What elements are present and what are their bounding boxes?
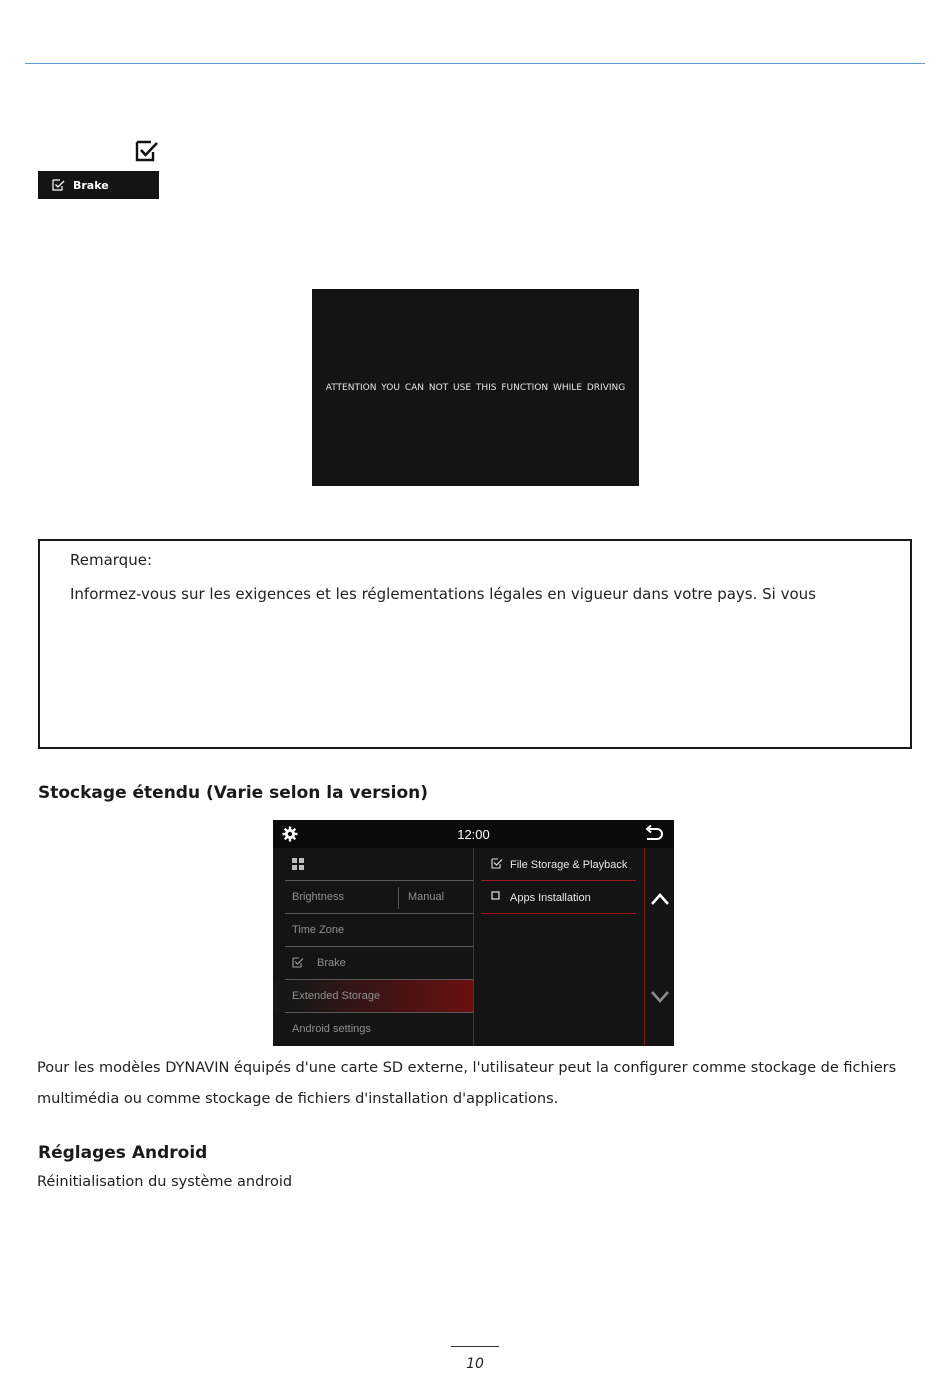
menu-item-label: Time Zone <box>292 924 345 936</box>
menu-item-general[interactable] <box>273 848 473 881</box>
android-description: Réinitialisation du système android <box>37 1174 293 1190</box>
warning-text: ATTENTION YOU CAN NOT USE THIS FUNCTION WHILE DRIVING <box>325 382 626 393</box>
option-apps-installation[interactable] <box>481 881 636 914</box>
brightness-value: Manual <box>408 891 445 903</box>
option-file-storage[interactable] <box>481 848 636 881</box>
brake-setting-badge <box>38 171 159 199</box>
header-rule <box>25 63 925 64</box>
checkbox-checked-icon <box>52 179 65 191</box>
menu-item-brightness[interactable] <box>273 881 473 914</box>
chevron-down-icon[interactable] <box>650 990 670 1009</box>
head-unit-settings-screen <box>273 820 674 1046</box>
note-text: Informez-vous sur les exigences et les réglementations légales en vigueur dans votre pays. Si vous <box>70 585 816 603</box>
chevron-up-icon[interactable] <box>650 892 670 911</box>
menu-item-extended-storage[interactable] <box>273 980 473 1013</box>
menu-item-label: Brightness <box>292 891 344 903</box>
brake-label: Brake <box>73 178 109 192</box>
status-bar <box>273 820 674 848</box>
footer-rule <box>451 1346 499 1347</box>
menu-item-label: Brake <box>317 957 346 969</box>
checkbox-checked-icon <box>134 139 160 163</box>
menu-item-android-settings[interactable] <box>273 1013 473 1046</box>
section-heading-extended-storage: Stockage étendu (Varie selon la version) <box>38 783 429 803</box>
page-number: 10 <box>466 1356 484 1372</box>
checkbox-checked-icon <box>292 957 305 971</box>
clock: 12:00 <box>457 827 490 842</box>
section-heading-android: Réglages Android <box>38 1143 208 1163</box>
scroll-divider <box>644 848 645 1046</box>
extended-storage-description-line2: multimédia ou comme stockage de fichiers d'installation d'applications. <box>37 1091 559 1107</box>
menu-item-time-zone[interactable] <box>273 914 473 947</box>
panel-divider <box>473 848 474 1046</box>
grid-icon <box>292 858 304 873</box>
note-box <box>38 539 912 749</box>
settings-menu <box>273 848 473 1046</box>
checkbox-checked-icon <box>491 858 503 872</box>
back-icon[interactable] <box>644 825 664 848</box>
extended-storage-description-line1: Pour les modèles DYNAVIN équipés d'une carte SD externe, l'utilisateur peut la configurer comme stockage de fichiers <box>37 1060 897 1076</box>
option-label: Apps Installation <box>510 892 591 904</box>
menu-item-brake[interactable] <box>273 947 473 980</box>
option-label: File Storage & Playback <box>510 859 628 871</box>
note-title: Remarque: <box>70 551 152 569</box>
driving-warning-screen <box>312 289 639 486</box>
menu-item-label: Extended Storage <box>292 990 381 1002</box>
checkbox-unchecked-icon <box>491 891 501 904</box>
menu-item-label: Android settings <box>292 1023 371 1035</box>
